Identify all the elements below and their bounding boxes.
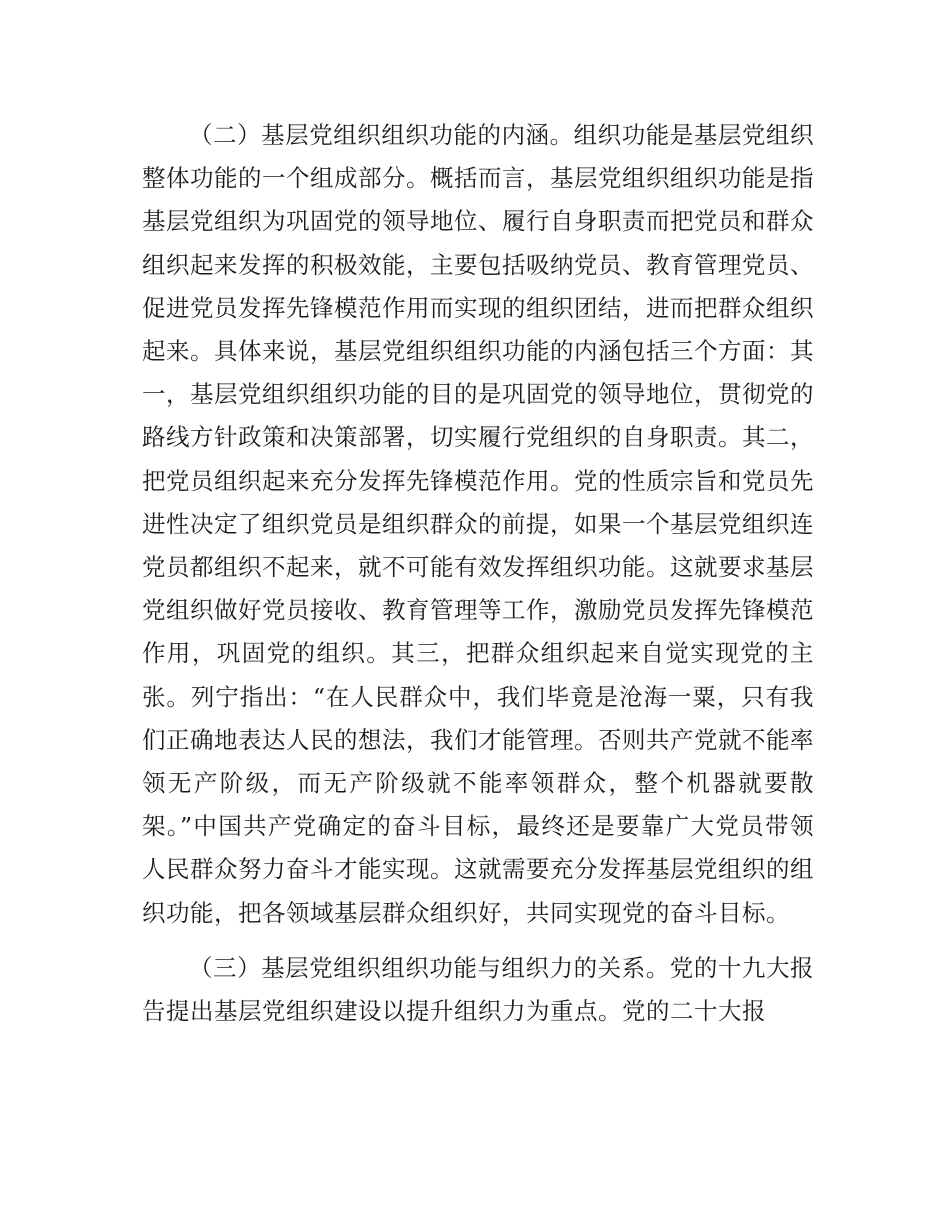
document-body (142, 114, 814, 1033)
paragraph-section-2: （二）基层党组织组织功能的内涵。组织功能是基层党组织整体功能的一个组成部分。概括而言，基层党组织组织功能是指基层党组织为巩固党的领导地位、履行自身职责而把党员和群众组织起来发挥的积极效能，主要包括吸纳党员、教育管理党员、促进党员发挥先锋模范作用而实现的组织团结，进而把群众组织起来。具体来说，基层党组织组织功能的内涵包括三个方面：其一，基层党组织组织功能的目的是巩固党的领导地位，贯彻党的路线方针政策和决策部署，切实履行党组织的自身职责。其二，把党员组织起来充分发挥先锋模范作用。党的性质宗旨和党员先进性决定了组织党员是组织群众的前提，如果一个基层党组织连党员都组织不起来，就不可能有效发挥组织功能。这就要求基层党组织做好党员接收、教育管理等工作，激励党员发挥先锋模范作用，巩固党的组织。其三，把群众组织起来自觉实现党的主张。列宁指出：“在人民群众中，我们毕竟是沧海一粟，只有我们正确地表达人民的想法，我们才能管理。否则共产党就不能率领无产阶级，而无产阶级就不能率领群众，整个机器就要散架。”中国共产党确定的奋斗目标，最终还是要靠广大党员带领人民群众努力奋斗才能实现。这就需要充分发挥基层党组织的组织功能，把各领域基层群众组织好，共同实现党的奋斗目标。 (142, 121, 814, 927)
paragraph-section-3: （三）基层党组织组织功能与组织力的关系。党的十九大报告提出基层党组织建设以提升组织力为重点。党的二十大报 (142, 953, 814, 1026)
